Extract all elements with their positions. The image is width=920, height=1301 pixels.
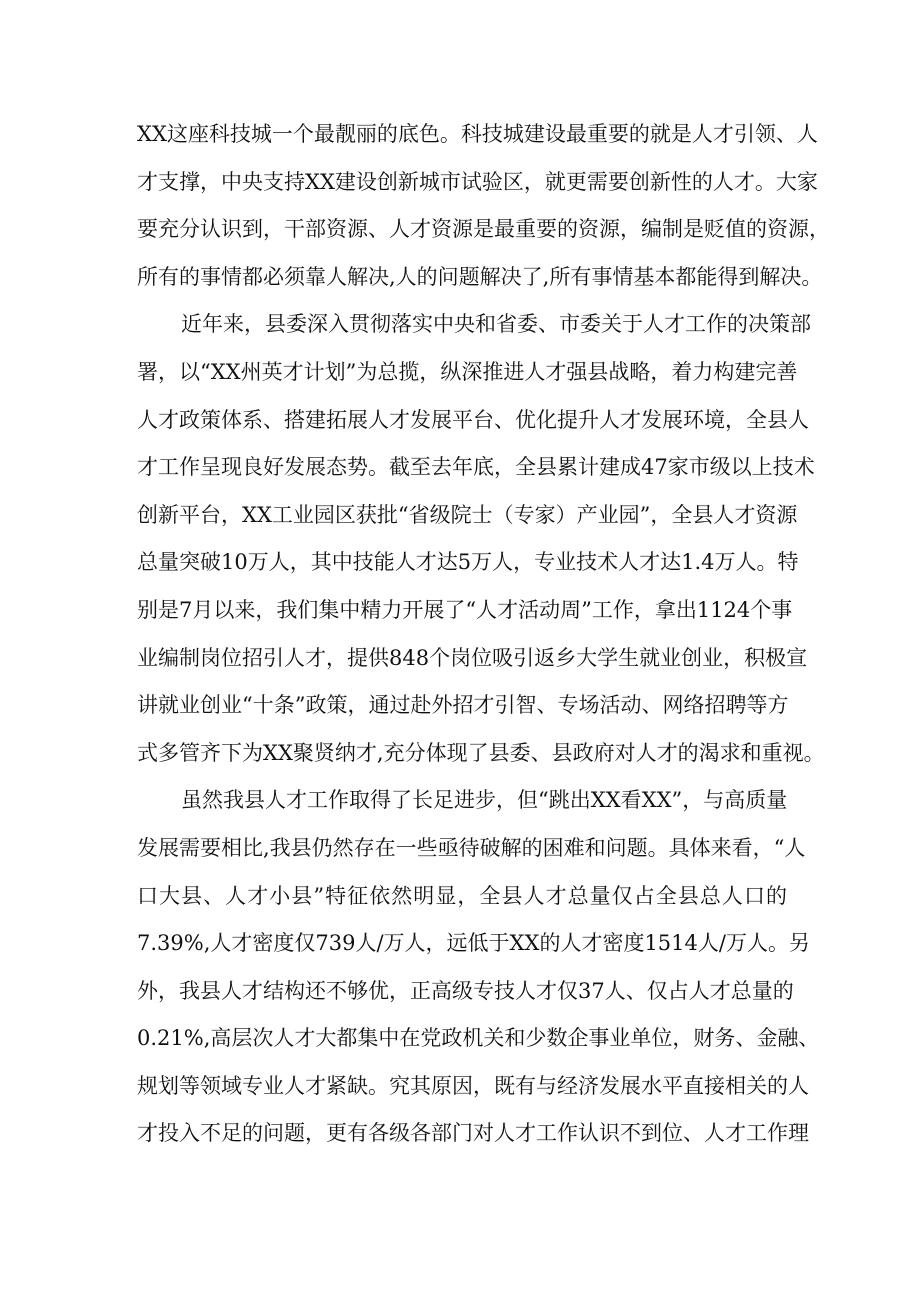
- paragraph-line: 所有的事情都必须靠人解决,人的问题解决了,所有事情基本都能得到解决。: [137, 264, 823, 289]
- paragraph-line: 虽然我县人才工作取得了长足进步，但“跳出XX看XX”，与高质量: [181, 788, 788, 813]
- paragraph-line: 创新平台，XX工业园区获批“省级院士（专家）产业园”，全县人才资源: [137, 502, 798, 527]
- paragraph-line: 外，我县人才结构还不够优，正高级专技人才仅37人、仅占人才总量的: [137, 978, 794, 1003]
- paragraph-line: 规划等领域专业人才紧缺。究其原因，既有与经济发展水平直接相关的人: [137, 1073, 809, 1098]
- paragraph-line: 0.21%,高层次人才大都集中在党政机关和少数企事业单位，财务、金融、: [137, 1026, 820, 1051]
- paragraph-line: 人才政策体系、搭建拓展人才发展平台、优化提升人才发展环境，全县人: [137, 407, 809, 432]
- paragraph-line: XX这座科技城一个最靓丽的底色。科技城建设最重要的就是人才引领、人: [137, 122, 818, 146]
- paragraph-line: 7.39%,人才密度仅739人/万人，远低于XX的人才密度1514人/万人。另: [137, 931, 810, 956]
- paragraph-line: 式多管齐下为XX聚贤纳才,充分体现了县委、县政府对人才的渴求和重视。: [137, 740, 825, 765]
- paragraph-line: 别是7月以来，我们集中精力开展了“人才活动周”工作，拿出1124个事: [137, 597, 793, 622]
- paragraph-line: 要充分认识到，干部资源、人才资源是最重要的资源，编制是贬值的资源，: [137, 217, 830, 242]
- paragraph-line: 总量突破10万人，其中技能人才达5万人，专业技术人才达1.4万人。特: [137, 550, 799, 575]
- paragraph-line: 才投入不足的问题，更有各级各部门对人才工作认识不到位、人才工作理: [137, 1121, 809, 1146]
- paragraph-line: 业编制岗位招引人才，提供848个岗位吸引返乡大学生就业创业，积极宣: [137, 645, 808, 670]
- paragraph-line: 才支撑，中央支持XX建设创新城市试验区，就更需要创新性的人才。大家: [137, 169, 818, 194]
- paragraph-line: 才工作呈现良好发展态势。截至去年底，全县累计建成47家市级以上技术: [137, 455, 815, 480]
- paragraph-line: 近年来，县委深入贯彻落实中央和省委、市委关于人才工作的决策部: [181, 312, 811, 337]
- paragraph-line: 署，以“XX州英才计划”为总揽，纵深推进人才强县战略，着力构建完善: [137, 359, 798, 384]
- document-body: [137, 111, 830, 1158]
- paragraph-line: 讲就业创业“十条”政策，通过赴外招才引智、专场活动、网络招聘等方: [137, 693, 789, 718]
- paragraph-line: 口大县、人才小县”特征依然明显，全县人才总量仅占全县总人口的: [137, 883, 787, 908]
- paragraph-line: 发展需要相比,我县仍然存在一些亟待破解的困难和问题。具体来看，“人: [137, 835, 806, 860]
